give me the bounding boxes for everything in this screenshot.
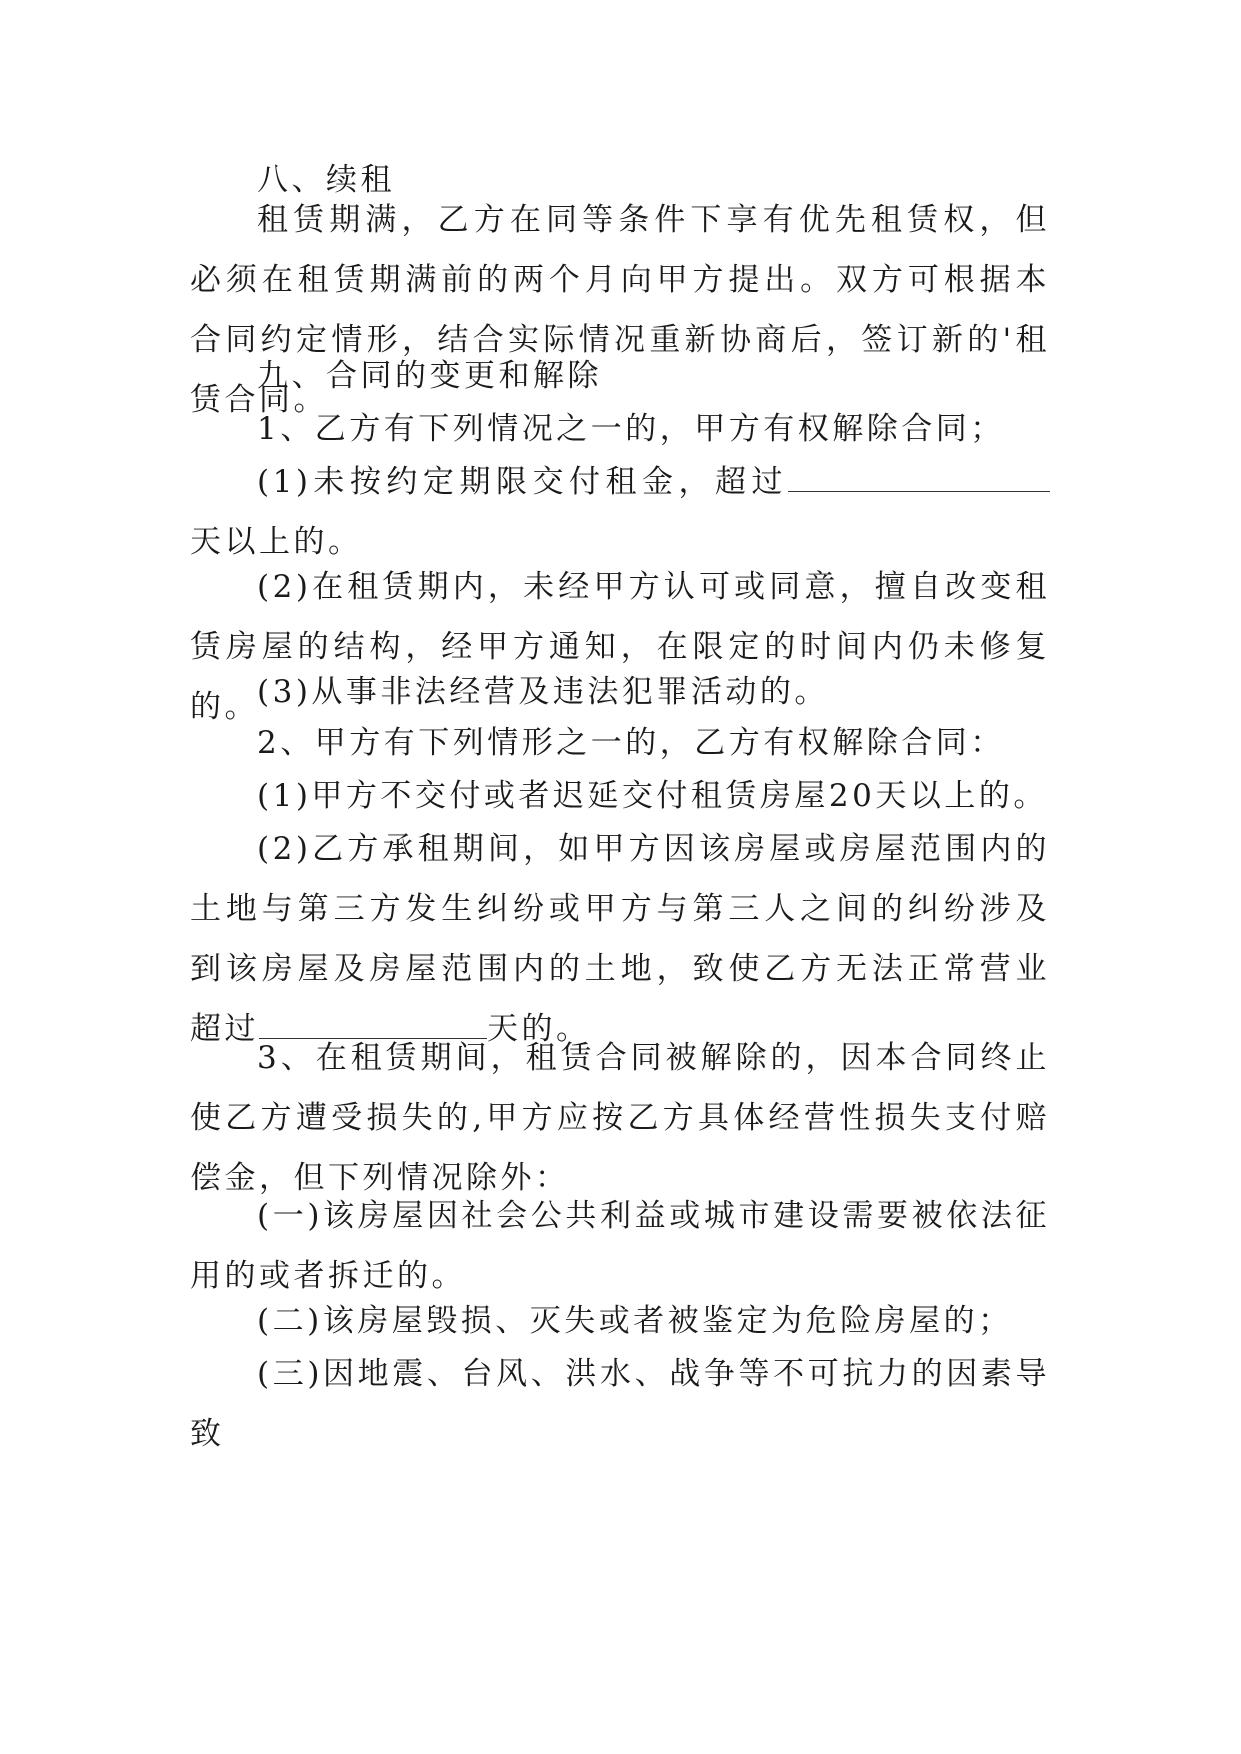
- clause-text: 天的。: [487, 1011, 591, 1047]
- clause-text: (2)乙方承租期间，如甲方因该房屋或房屋范围内的土地与第三方发生纠纷或甲方与第三人之间的纠纷涉及到该房屋及房屋范围内的土地，致使乙方无法正常营业超过: [190, 831, 1050, 1047]
- exception-2: (二)该房屋毁损、灭失或者被鉴定为危险房屋的；: [257, 1303, 1013, 1339]
- clause-2-heading: 2、甲方有下列情形之一的，乙方有权解除合同：: [257, 725, 1005, 761]
- section-heading-change-termination: 九、合同的变更和解除: [257, 358, 602, 394]
- renewal-clause: 租赁期满，乙方在同等条件下享有优先租赁权，但必须在租赁期满前的两个月向甲方提出。双方可根据本合同约定情形，结合实际情况重新协商后，签订新的'租赁合同。: [190, 202, 1050, 418]
- clause-1-heading: 1、乙方有下列情况之一的，甲方有权解除合同；: [257, 411, 1005, 447]
- clause-1-item-3: (3)从事非法经营及违法犯罪活动的。: [257, 674, 829, 710]
- clause-1-item-2: (2)在租赁期内，未经甲方认可或同意，擅自改变租赁房屋的结构，经甲方通知，在限定的时间内仍未修复的。: [190, 569, 1050, 725]
- exception-3: (三)因地震、台风、洪水、战争等不可抗力的因素导致: [190, 1356, 1050, 1452]
- clause-2-item-2: [190, 819, 1050, 1059]
- fill-in-blank-days: [788, 453, 1050, 492]
- exception-1: (一)该房屋因社会公共利益或城市建设需要被依法征用的或者拆迁的。: [190, 1198, 1050, 1294]
- section-heading-renewal: 八、续租: [257, 162, 395, 198]
- clause-text: (1)未按约定期限交付租金，超过: [257, 464, 788, 500]
- clause-3: 3、在租赁期间，租赁合同被解除的，因本合同终止使乙方遭受损失的,甲方应按乙方具体经营性损失支付赔偿金，但下列情况除外：: [190, 1040, 1050, 1196]
- clause-1-item-1: [190, 452, 1050, 572]
- clause-text: 天以上的。: [190, 524, 363, 560]
- clause-2-item-1: (1)甲方不交付或者迟延交付租赁房屋20天以上的。: [257, 778, 1048, 814]
